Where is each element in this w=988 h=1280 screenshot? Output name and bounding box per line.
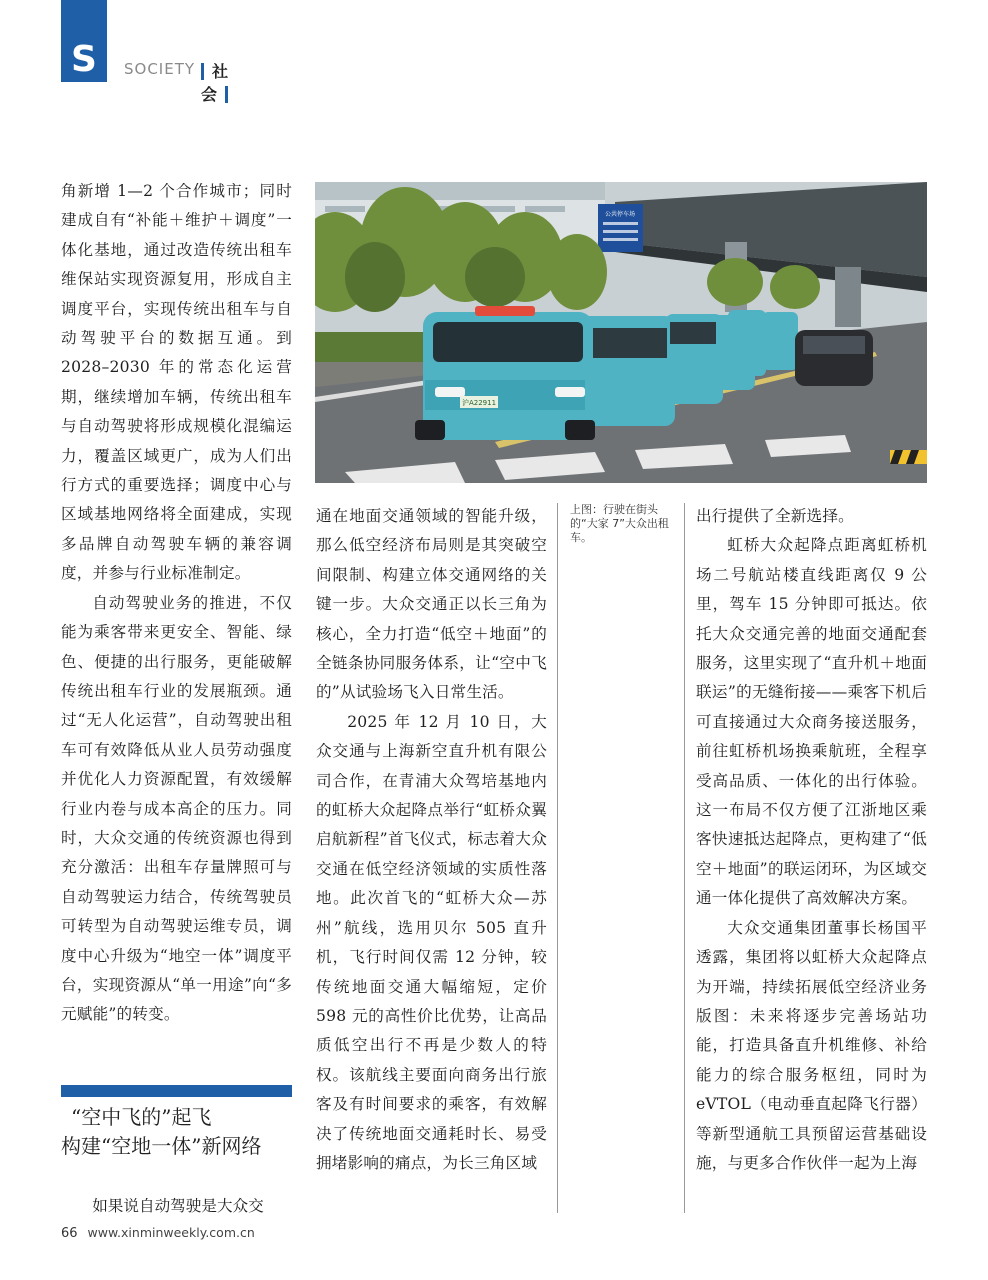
subhead-line-1: “空中飞的”起飞: [71, 1105, 212, 1129]
subhead-bar: [61, 1085, 292, 1097]
photo-caption: 上图：行驶在街头的“大家 7”大众出租车。: [570, 503, 669, 544]
column-rule-right: [684, 503, 685, 1213]
section-name-chinese-text: 社会: [201, 62, 241, 104]
page-footer: [61, 1225, 255, 1241]
section-name-chinese: [201, 59, 267, 105]
website-url: www.xinminweekly.com.cn: [87, 1225, 255, 1240]
subhead-line-2: 构建“空地一体”新网络: [61, 1134, 262, 1158]
article-paragraph: 通在地面交通领域的智能升级，那么低空经济布局则是其突破空间限制、构建立体交通网络的关键一步。大众交通正以长三角为核心，全力打造“低空＋地面”的全链条协同服务体系，让“空中飞的”从试验场飞入日常生活。: [316, 507, 547, 702]
taxi-street-photo: [315, 182, 927, 483]
column-rule-left: [557, 503, 558, 1213]
page-number: 66: [61, 1226, 78, 1241]
article-paragraph: 角新增 1—2 个合作城市；同时建成自有“补能＋维护＋调度”一体化基地，通过改造传统出租车维保站实现资源复用，形成自主调度平台，实现传统出租车与自动驾驶平台的数据互通。到 2028–2030 年的常态化运营期，继续增加车辆，传统出租车与自动驾驶将形成规模化混编运力，覆盖区域更广，成为人们出行方式的重要选择；调度中心与区域基地网络将全面建成，实现多品牌自动驾驶车辆的兼容调度，并参与行业标准制定。: [61, 182, 292, 583]
article-paragraph: 自动驾驶业务的推进，不仅能为乘客带来更安全、智能、绿色、便捷的出行服务，更能破解传统出租车行业的发展瓶颈。通过“无人化运营”，自动驾驶出租车可有效降低从业人员劳动强度并优化人力资源配置，有效缓解行业内卷与成本高企的压力。同时，大众交通的传统资源也得到充分激活：出租车存量牌照可与自动驾驶运力结合，传统驾驶员可转型为自动驾驶运维专员，调度中心升级为“地空一体”调度平台，实现资源从“单一用途”向“多元赋能”的转变。: [61, 593, 292, 1024]
parking-sign-text: 公共停车场: [604, 211, 636, 218]
article-column-3: [696, 502, 927, 1178]
subhead: [61, 1103, 292, 1161]
license-plate-text: 沪A22911: [461, 399, 497, 407]
article-paragraph: 2025 年 12 月 10 日，大众交通与上海新空直升机有限公司合作，在青浦大众驾培基地内的虹桥大众起降点举行“虹桥众翼启航新程”首飞仪式，标志着大众交通在低空经济领域的实质性落地。此次首飞的“虹桥大众—苏州”航线，选用贝尔 505 直升机，飞行时间仅需 12 分钟，较传统地面交通大幅缩短，定价 598 元的高性价比优势，让高品质低空出行不再是少数人的特权。该航线主要面向商务出行旅客及有时间要求的乘客，有效解决了传统地面交通耗时长、易受拥堵影响的痛点，为长三角区域: [316, 712, 547, 1172]
section-tab-letter: S: [71, 39, 97, 80]
section-tab: [61, 0, 107, 82]
article-column-2: [316, 502, 547, 1178]
article-paragraph: 虹桥大众起降点距离虹桥机场二号航站楼直线距离仅 9 公里，驾车 15 分钟即可抵达。依托大众交通完善的地面交通配套服务，这里实现了“直升机＋地面联运”的无缝衔接——乘客下机后可直接通过大众商务接送服务，前往虹桥机场换乘航班，全程享受高品质、一体化的出行体验。这一布局不仅方便了江浙地区乘客快速抵达起降点，更构建了“低空＋地面”的联运闭环，为区域交通一体化提供了高效解决方案。: [696, 536, 927, 908]
photo-illustration: [315, 182, 927, 483]
article-column-1: [61, 177, 292, 1030]
article-paragraph: 大众交通集团董事长杨国平透露，集团将以虹桥大众起降点为开端，持续拓展低空经济业务版图：未来将逐步完善场站功能，打造具备直升机维修、补给能力的综合服务枢纽，同时为 eVTOL（电动垂直起降飞行器）等新型通航工具预留运营基础设施，与更多合作伙伴一起为上海: [696, 918, 927, 1172]
section-name-english: SOCIETY: [124, 60, 196, 78]
article-paragraph: 出行提供了全新选择。: [696, 507, 854, 525]
subhead-lead-text: 如果说自动驾驶是大众交: [92, 1197, 264, 1215]
